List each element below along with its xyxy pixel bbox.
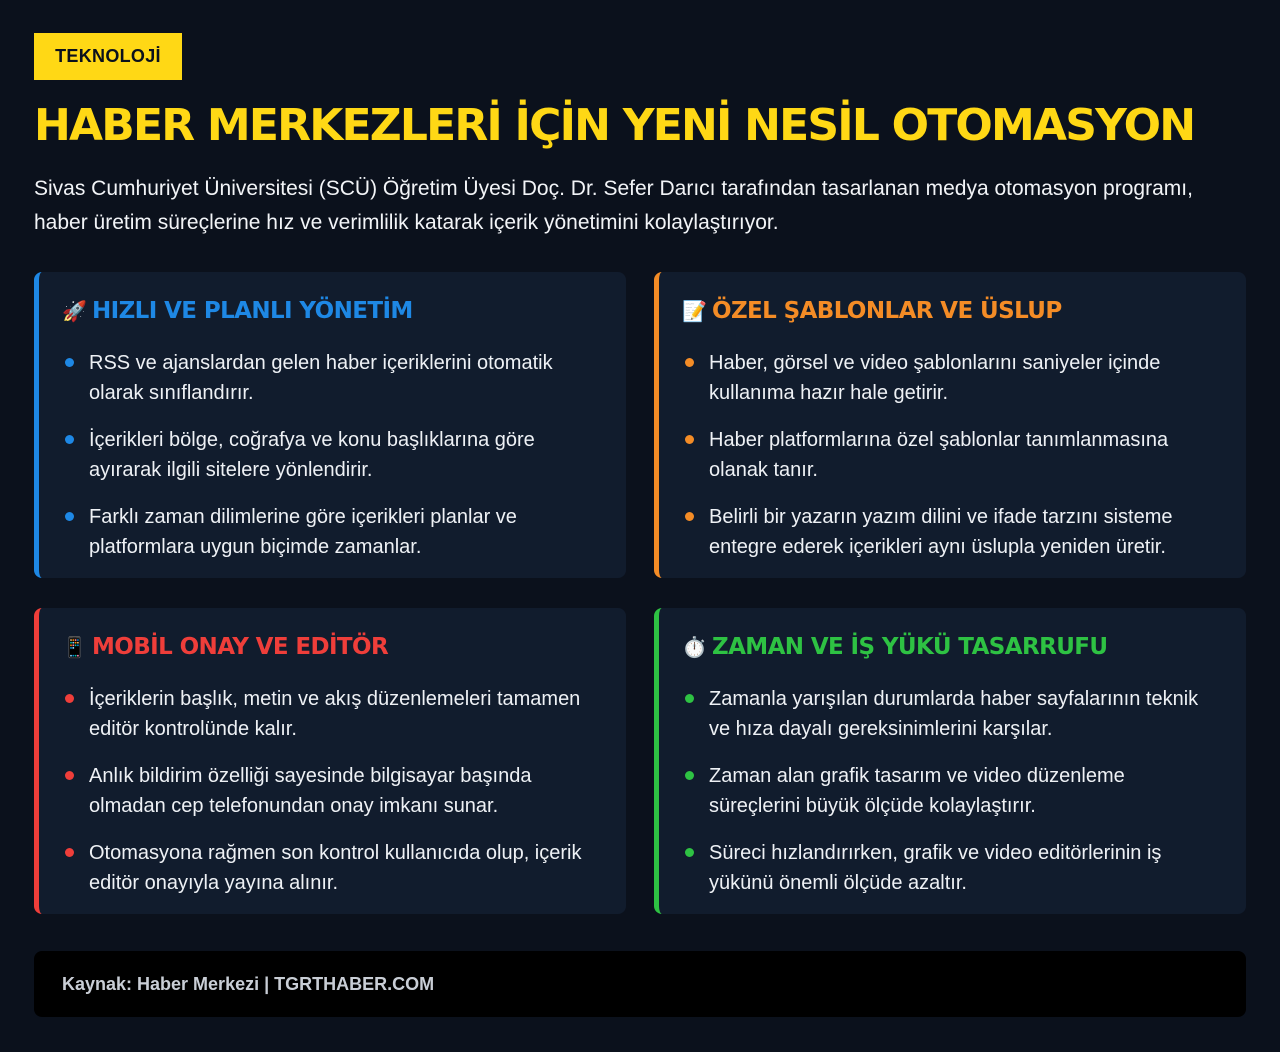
list-item-text: Anlık bildirim özelliği sayesinde bilgisayar başında olmadan cep telefonundan onay imkanı sunar. <box>89 765 532 817</box>
card-ozel-sablonlar <box>654 272 1246 578</box>
list-item-text: Haber platformlarına özel şablonlar tanımlanmasına olanak tanır. <box>709 429 1169 481</box>
list-item-text: Zaman alan grafik tasarım ve video düzenleme süreçlerini büyük ölçüde kolaylaştırır. <box>709 765 1125 817</box>
card-title: ZAMAN VE İŞ YÜKÜ TASARRUFU <box>712 634 1108 660</box>
list-item-text: Haber, görsel ve video şablonlarını saniyeler içinde kullanıma hazır hale getirir. <box>709 352 1161 404</box>
card-zaman-tasarrufu <box>654 608 1246 914</box>
card-list <box>682 348 1220 562</box>
bullet-dot <box>65 435 74 444</box>
bullet-dot <box>685 435 694 444</box>
intro-text: Sivas Cumhuriyet Üniversitesi (SCÜ) Öğretim Üyesi Doç. Dr. Sefer Darıcı tarafından tasarlanan medya otomasyon programı, haber üretim süreçlerine hız ve verimlilik katarak içerik yönetimini kolaylaştırıyor. <box>34 177 1193 234</box>
list-item-text: İçerikleri bölge, coğrafya ve konu başlıklarına göre ayırarak ilgili sitelere yönlendirir. <box>89 429 535 481</box>
bullet-dot <box>65 848 74 857</box>
card-mobil-onay <box>34 608 626 914</box>
bullet-dot <box>65 694 74 703</box>
memo-icon: 📝 <box>682 299 707 323</box>
list-item-text: Farklı zaman dilimlerine göre içerikleri planlar ve platformlara uygun biçimde zamanlar. <box>89 506 517 558</box>
bullet-dot <box>685 512 694 521</box>
card-list <box>62 684 600 898</box>
list-item <box>682 425 1220 485</box>
card-header <box>62 294 600 328</box>
card-list <box>682 684 1220 898</box>
bullet-dot <box>685 358 694 367</box>
category-badge: TEKNOLOJİ <box>34 33 182 80</box>
bullet-dot <box>685 771 694 780</box>
bullet-dot <box>65 771 74 780</box>
list-item-text: İçeriklerin başlık, metin ve akış düzenlemeleri tamamen editör kontrolünde kalır. <box>89 688 581 740</box>
stopwatch-icon: ⏱️ <box>682 635 707 659</box>
list-item <box>62 684 600 744</box>
card-list <box>62 348 600 562</box>
list-item <box>682 684 1220 744</box>
list-item <box>62 838 600 898</box>
list-item <box>62 348 600 408</box>
card-title: HIZLI VE PLANLI YÖNETİM <box>92 298 413 324</box>
bullet-dot <box>685 848 694 857</box>
list-item <box>682 761 1220 821</box>
list-item-text: Belirli bir yazarın yazım dilini ve ifade tarzını sisteme entegre ederek içerikleri aynı üslupla yeniden üretir. <box>709 506 1173 558</box>
list-item <box>682 502 1220 562</box>
card-header <box>62 630 600 664</box>
page-title: HABER MERKEZLERİ İÇİN YENİ NESİL OTOMASYON <box>34 100 1195 151</box>
card-hizli-planli-yonetim <box>34 272 626 578</box>
list-item <box>62 425 600 485</box>
list-item <box>682 838 1220 898</box>
card-title: MOBİL ONAY VE EDİTÖR <box>92 634 389 660</box>
bullet-dot <box>65 358 74 367</box>
list-item-text: Zamanla yarışılan durumlarda haber sayfalarının teknik ve hıza dayalı gereksinimlerini karşılar. <box>709 688 1199 740</box>
bullet-dot <box>65 512 74 521</box>
list-item <box>62 502 600 562</box>
list-item-text: RSS ve ajanslardan gelen haber içeriklerini otomatik olarak sınıflandırır. <box>89 352 553 404</box>
list-item-text: Otomasyona rağmen son kontrol kullanıcıda olup, içerik editör onayıyla yayına alınır. <box>89 842 582 894</box>
rocket-icon: 🚀 <box>62 299 87 323</box>
list-item <box>62 761 600 821</box>
mobile-phone-icon: 📱 <box>62 635 87 659</box>
list-item-text: Süreci hızlandırırken, grafik ve video editörlerinin iş yükünü önemli ölçüde azaltır. <box>709 842 1162 894</box>
card-header <box>682 630 1220 664</box>
card-title: ÖZEL ŞABLONLAR VE ÜSLUP <box>712 298 1062 324</box>
list-item <box>682 348 1220 408</box>
card-header <box>682 294 1220 328</box>
bullet-dot <box>685 694 694 703</box>
source-footer: Kaynak: Haber Merkezi | TGRTHABER.COM <box>34 951 1246 1017</box>
